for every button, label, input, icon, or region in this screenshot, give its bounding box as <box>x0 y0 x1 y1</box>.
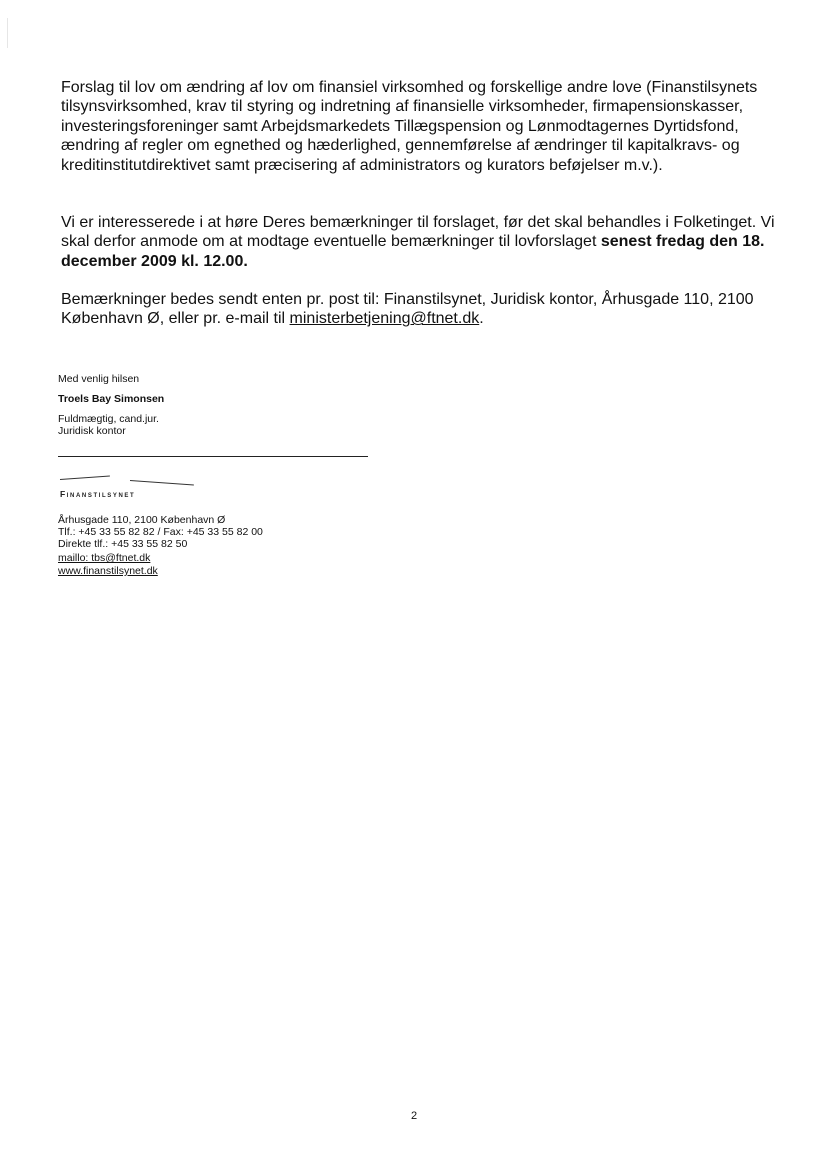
contact-address: Århusgade 110, 2100 København Ø <box>58 514 226 526</box>
request-paragraph <box>61 213 791 271</box>
contact-web-link[interactable]: www.finanstilsynet.dk <box>58 565 158 577</box>
intro-paragraph: Forslag til lov om ændring af lov om finansiel virksomhed og forskellige andre love (Finanstilsynets tilsynsvirksomhed, krav til styring og indretning af finansielle virksomheder, firmapensionskasser, investeringsforeninger samt Arbejdsmarkedets Tillægspension og Lønmodtagernes Dyrtidsfond, ændring af regler om egnethed og hæderlighed, gennemførelse af ændringer til kapitalkravs- og kreditinstitutdirektivet samt præcisering af administrators og kurators beføjelser m.v.). <box>61 79 758 174</box>
logo-swoosh-left <box>60 476 110 480</box>
finanstilsynet-logo <box>58 468 208 508</box>
greeting: Med venlig hilsen <box>58 373 140 385</box>
scan-edge-mark <box>7 18 8 48</box>
signer-department: Juridisk kontor <box>58 425 126 437</box>
contact-phone-fax: Tlf.: +45 33 55 82 82 / Fax: +45 33 55 82 00 <box>58 526 263 538</box>
email-link[interactable]: ministerbetjening@ftnet.dk <box>289 310 480 328</box>
page-number: 2 <box>411 1110 418 1122</box>
request-text: Vi er interesserede i at høre Deres bemærkninger til forslaget, før det skal behandles i Folketinget. Vi skal derfor anmode om at modtage eventuelle bemærkninger til lovforslaget <box>61 214 775 251</box>
submission-paragraph <box>61 290 791 329</box>
contact-direct-phone: Direkte tlf.: +45 33 55 82 50 <box>58 538 188 550</box>
submission-text: Bemærkninger bedes sendt enten pr. post til: Finanstilsynet, Juridisk kontor, Århusgade 110, 2100 København Ø, eller pr. e-mail til <box>61 291 754 328</box>
contact-email-link[interactable]: maillo: tbs@ftnet.dk <box>58 552 151 564</box>
deadline: senest fredag den 18. december 2009 kl. 12.00. <box>61 233 765 270</box>
signer-name: Troels Bay Simonsen <box>58 393 165 405</box>
signature-divider <box>58 456 368 457</box>
submission-end: . <box>479 310 484 328</box>
signer-title: Fuldmægtig, cand.jur. <box>58 413 159 425</box>
logo-text: Finanstilsynet <box>60 489 136 499</box>
logo-swoosh-right <box>130 480 194 485</box>
